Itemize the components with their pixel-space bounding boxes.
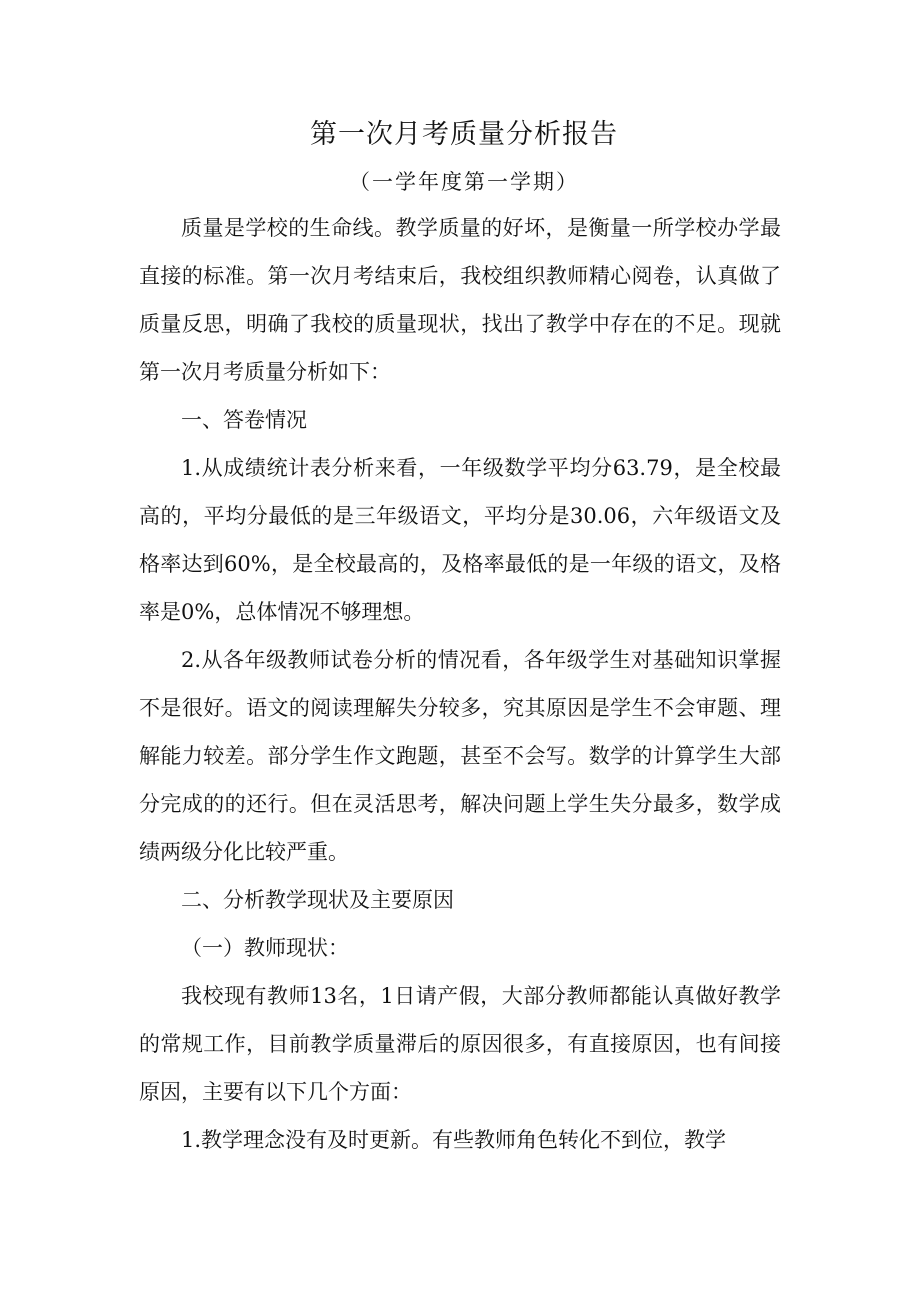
document-title: 第一次月考质量分析报告: [310, 119, 618, 150]
answers-item-1: 1.从成绩统计表分析来看，一年级数学平均分63.79，是全校最高的，平均分最低的是三年级语文，平均分是30.06，六年级语文及格率达到60%，是全校最高的，及格率最低的是一年级的语文，及格率是0%，总体情况不够理想。: [139, 456, 781, 624]
section-heading-analysis: 二、分析教学现状及主要原因: [181, 888, 454, 912]
teacher-status-item-1: 1.教学理念没有及时更新。有些教师角色转化不到位，教学: [181, 1128, 727, 1152]
subheading-teacher-status: （一）教师现状：: [181, 936, 349, 960]
document-subtitle: （一学年度第一学期）: [349, 170, 579, 194]
document-page: [139, 110, 781, 1164]
teacher-status-paragraph: 我校现有教师13名，1日请产假，大部分教师都能认真做好教学的常规工作，目前教学质量滞后的原因很多，有直接原因，也有间接原因，主要有以下几个方面：: [139, 984, 781, 1104]
section-heading-answers: 一、答卷情况: [181, 408, 307, 432]
answers-item-2: 2.从各年级教师试卷分析的情况看，各年级学生对基础知识掌握不是很好。语文的阅读理解失分较多，究其原因是学生不会审题、理解能力较差。部分学生作文跑题，甚至不会写。数学的计算学生大部分完成的的还行。但在灵活思考，解决问题上学生失分最多，数学成绩两级分化比较严重。: [139, 648, 781, 864]
intro-paragraph: 质量是学校的生命线。教学质量的好坏，是衡量一所学校办学最直接的标准。第一次月考结束后，我校组织教师精心阅卷，认真做了质量反思，明确了我校的质量现状，找出了教学中存在的不足。现就第一次月考质量分析如下：: [139, 216, 781, 384]
